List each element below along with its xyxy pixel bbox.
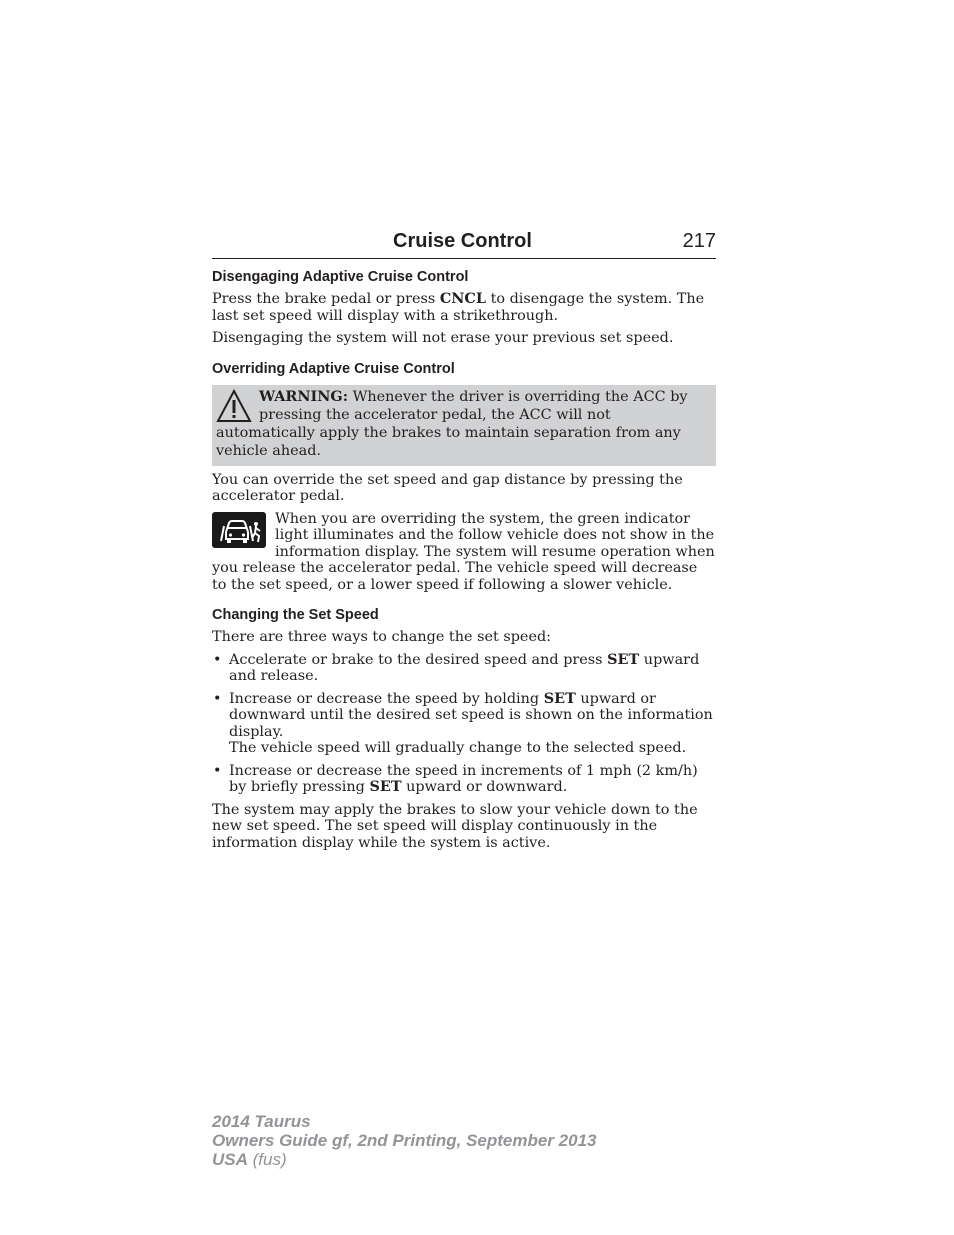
heading-overriding: Overriding Adaptive Cruise Control — [212, 360, 455, 377]
footer-region: USA (fus) — [212, 1150, 287, 1169]
paragraph-changing-intro: There are three ways to change the set speed: — [212, 629, 552, 646]
page-header — [212, 228, 716, 259]
list-item: • Accelerate or brake to the desired speed and press SET upward and release. — [213, 650, 700, 685]
cncl-label: CNCL — [439, 290, 486, 307]
paragraph-disengage-2: Disengaging the system will not erase your previous set speed. — [212, 330, 674, 346]
warning-text: Whenever the driver is overriding the ACC by pressing the accelerator pedal, the ACC will not automatically apply the brakes to maintain separation from any vehicle ahead. — [216, 388, 688, 460]
bullet-marker: • — [213, 651, 222, 668]
page-content — [212, 228, 716, 851]
list-item: • Increase or decrease the speed by holding SET upward or downward until the desired set speed is shown on the information display. The vehicle speed will gradually change to the selected speed. — [213, 689, 713, 757]
bullet-marker: • — [213, 762, 222, 779]
paragraph-disengage-1: Press the brake pedal or press CNCL to disengage the system. The last set speed will display with a strikethrough. — [212, 290, 705, 324]
chapter-title: Cruise Control — [393, 230, 532, 252]
heading-changing: Changing the Set Speed — [212, 607, 379, 624]
set-speed-list — [212, 652, 716, 796]
list-item-note: The vehicle speed will gradually change to the selected speed. — [229, 740, 687, 757]
acc-indicator-icon — [212, 512, 266, 548]
warning-label: WARNING: — [259, 387, 349, 405]
footer-model: 2014 Taurus — [212, 1112, 311, 1131]
page-number: 217 — [682, 230, 716, 252]
warning-triangle-icon — [216, 389, 252, 423]
bullet-marker: • — [213, 690, 222, 707]
paragraph-override-2: When you are overriding the system, the green indicator light illuminates and the follow vehicle does not show in the information display. The system will resume operation when you release the accelerator pedal. The vehicle speed will decrease to the set speed, or a lower speed if following a slower vehicle. — [212, 510, 715, 593]
warning-box — [212, 385, 716, 466]
set-label: SET — [369, 778, 402, 796]
paragraph-closing: The system may apply the brakes to slow your vehicle down to the new set speed. The set speed will display continuously in the information display while the system is active. — [212, 801, 698, 851]
list-item: • Increase or decrease the speed in increments of 1 mph (2 km/h) by briefly pressing SET upward or downward. — [213, 762, 698, 796]
page-footer — [212, 1112, 596, 1169]
footer-edition: Owners Guide gf, 2nd Printing, September 2013 — [212, 1131, 597, 1150]
set-label: SET — [543, 689, 576, 707]
set-label: SET — [607, 650, 640, 668]
heading-disengaging: Disengaging Adaptive Cruise Control — [212, 269, 469, 285]
paragraph-override-1: You can override the set speed and gap distance by pressing the accelerator pedal. — [212, 471, 683, 505]
indicator-paragraph — [212, 511, 716, 594]
